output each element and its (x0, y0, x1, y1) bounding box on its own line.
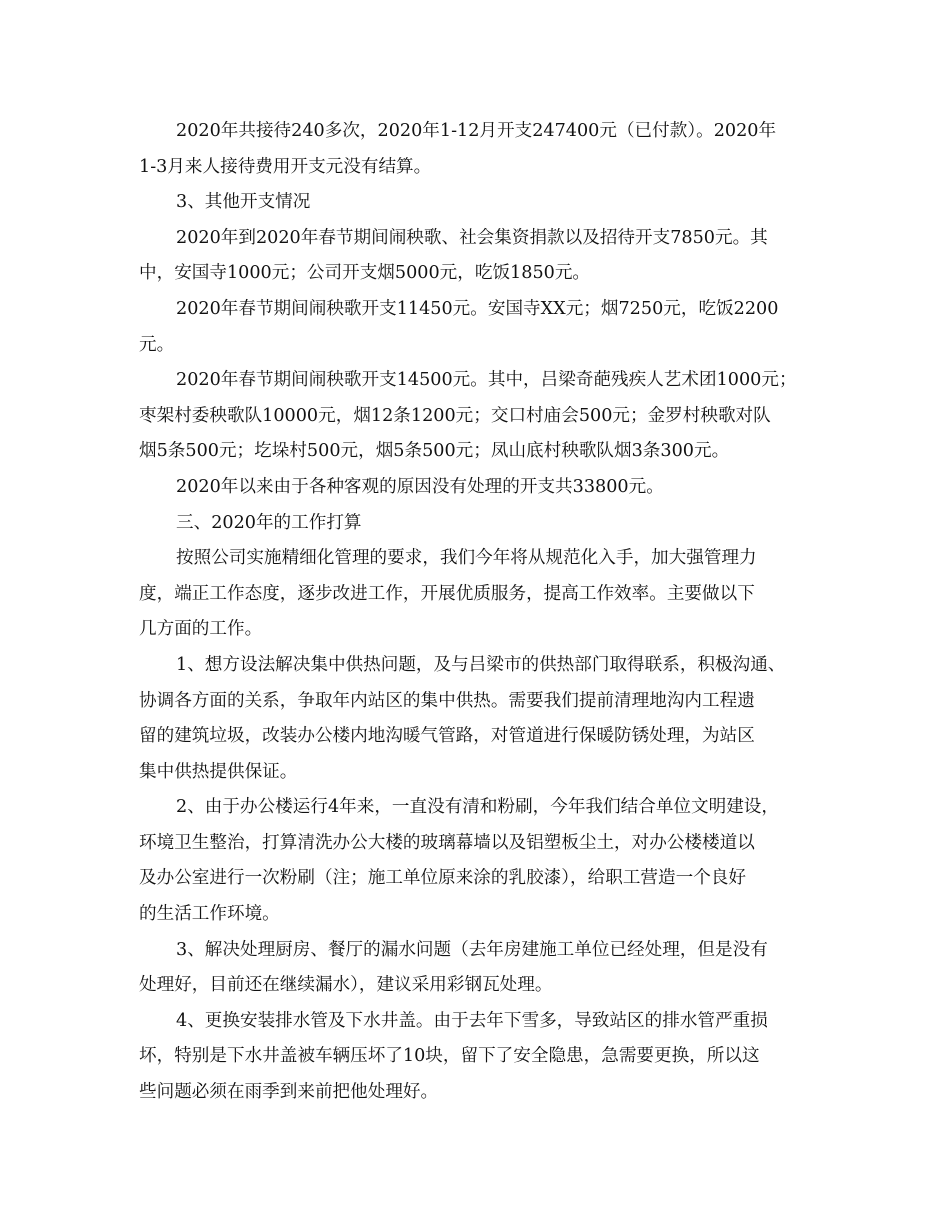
text-line: 几方面的工作。 (139, 619, 263, 640)
text-line: 1-3月来人接待费用开支元没有结算。 (139, 156, 432, 177)
document-body (139, 114, 807, 1111)
text-line: 3、其他开支情况 (176, 192, 311, 213)
text-line: 三、2020年的工作打算 (176, 512, 362, 533)
text-line: 按照公司实施精细化管理的要求，我们今年将从规范化入手，加大强管理力 (176, 548, 757, 569)
text-line: 集中供热提供保证。 (139, 761, 298, 782)
text-line: 枣架村委秧歌队10000元，烟12条1200元；交口村庙会500元；金罗村秧歌对队 (139, 405, 771, 426)
text-line: 度，端正工作态度，逐步改进工作，开展优质服务，提高工作效率。主要做以下 (139, 583, 755, 604)
text-line: 处理好，目前还在继续漏水），建议采用彩钢瓦处理。 (139, 975, 553, 996)
text-line: 2、由于办公楼运行4年来，一直没有清和粉刷，今年我们结合单位文明建设， (176, 797, 779, 818)
text-line: 的生活工作环境。 (139, 904, 280, 925)
text-line: 2020年春节期间闹秧歌开支14500元。其中，吕梁奇葩残疾人艺术团1000元； (176, 370, 797, 391)
text-line: 2020年共接待240多次，2020年1-12月开支247400元（已付款）。2020年 (176, 121, 777, 141)
text-line: 3、解决处理厨房、餐厅的漏水问题（去年房建施工单位已经处理，但是没有 (176, 939, 768, 960)
text-line: 坏，特别是下水井盖被车辆压坏了10块，留下了安全隐患，急需要更换，所以这 (139, 1046, 760, 1067)
text-line: 2020年春节期间闹秧歌开支11450元。安国寺XX元；烟7250元，吃饭2200 (176, 298, 779, 319)
text-line: 中，安国寺1000元；公司开支烟5000元，吃饭1850元。 (139, 263, 591, 284)
text-line: 2020年到2020年春节期间闹秧歌、社会集资捐款以及招待开支7850元。其 (176, 227, 768, 248)
text-line: 4、更换安装排水管及下水井盖。由于去年下雪多，导致站区的排水管严重损 (176, 1010, 768, 1031)
text-line: 些问题必须在雨季到来前把他处理好。 (139, 1082, 439, 1103)
text-line: 及办公室进行一次粉刷（注；施工单位原来涂的乳胶漆），给职工营造一个良好 (139, 868, 746, 889)
text-line: 协调各方面的关系，争取年内站区的集中供热。需要我们提前清理地沟内工程遗 (139, 690, 755, 711)
text-line: 环境卫生整治，打算清洗办公大楼的玻璃幕墙以及铝塑板尘土，对办公楼楼道以 (139, 832, 755, 853)
text-line: 1、想方设法解决集中供热问题，及与吕梁市的供热部门取得联系，积极沟通、 (176, 654, 786, 675)
text-line: 留的建筑垃圾，改装办公楼内地沟暖气管路，对管道进行保暖防锈处理，为站区 (139, 726, 755, 747)
text-line: 元。 (139, 334, 175, 355)
text-line: 2020年以来由于各种客观的原因没有处理的开支共33800元。 (176, 476, 664, 497)
text-line: 烟5条500元；圪垛村500元，烟5条500元；凤山底村秧歌队烟3条300元。 (139, 441, 730, 462)
